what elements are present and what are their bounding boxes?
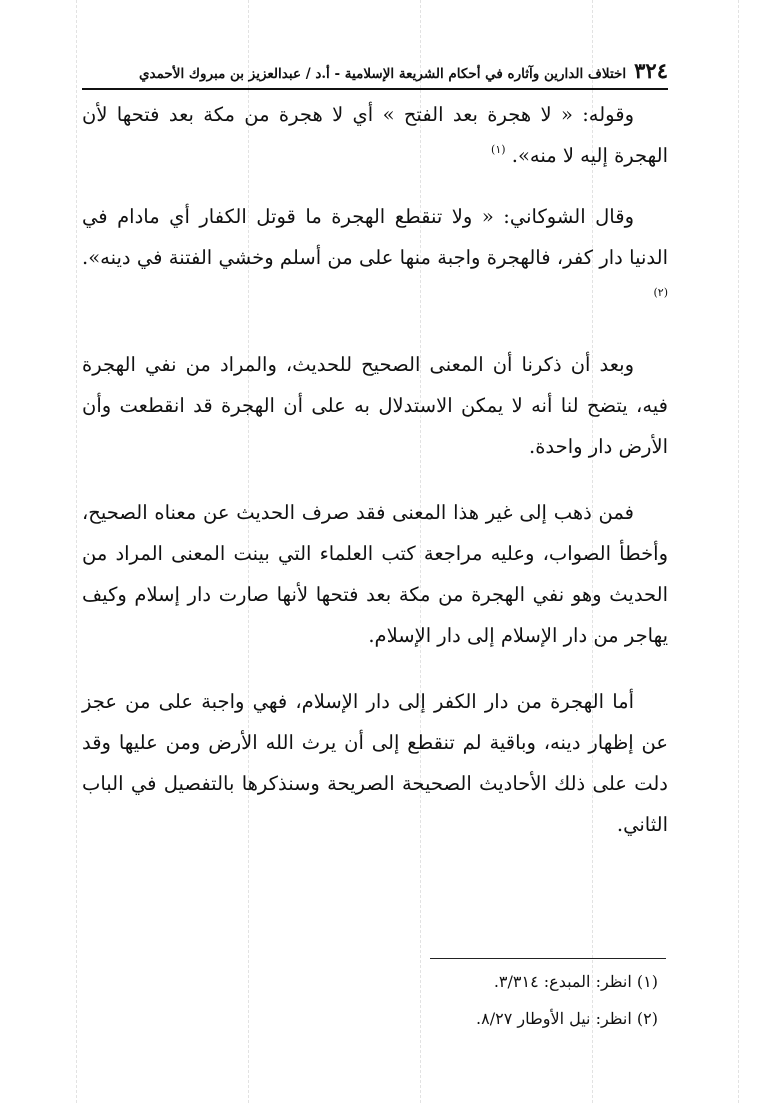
footnote: (١) انظر: المبدع: ٣/٣١٤.: [493, 972, 658, 991]
paragraph: [82, 492, 668, 656]
paragraph-text: وبعد أن ذكرنا أن المعنى الصحيح للحديث، والمراد من نفي الهجرة فيه، يتضح لنا أنه لا يمكن الاستدلال به على أن الهجرة قد انقطعت وأن الأرض دار واحدة.: [82, 353, 668, 458]
paragraph-text: فمن ذهب إلى غير هذا المعنى فقد صرف الحديث عن معناه الصحيح، وأخطأ الصواب، وعليه مراجعة كتب العلماء التي بينت المعنى المراد من الحديث وهو نفي الهجرة من مكة بعد فتحها لأنها صارت دار إسلام وكيف يهاجر من دار الإسلام إلى دار الإسلام.: [82, 501, 668, 647]
running-header: [82, 58, 668, 90]
footnote: (٢) انظر: نيل الأوطار ٨/٢٧.: [476, 1009, 658, 1028]
guide-line: [76, 0, 77, 1103]
footnotes: [90, 963, 666, 1037]
paragraph-text: وقال الشوكاني: « ولا تنقطع الهجرة ما قوتل الكفار أي مادام في الدنيا دار كفر، فالهجرة واجبة منها على من أسلم وخشي الفتنة في دينه».: [82, 205, 668, 269]
guide-line: [738, 0, 739, 1103]
body-text: [82, 94, 668, 845]
paragraph: [82, 681, 668, 845]
page-number: ٣٢٤: [634, 58, 668, 83]
document-page: [82, 58, 668, 870]
header-title: اختلاف الدارين وآثاره في أحكام الشريعة الإسلامية - أ.د / عبدالعزيز بن مبروك الأحمدي: [138, 66, 627, 82]
paragraph: [82, 344, 668, 467]
paragraph-text: أما الهجرة من دار الكفر إلى دار الإسلام، فهي واجبة على من عجز عن إظهار دينه، وباقية لم تنقطع إلى أن يرث الله الأرض ومن عليها وقد دلت على ذلك الأحاديث الصحيحة الصريحة وسنذكرها بالتفصيل في الباب الثاني.: [82, 690, 668, 836]
footnote-separator: [430, 958, 666, 959]
paragraph: [82, 196, 668, 319]
paragraph: [82, 94, 668, 176]
footnote-ref: (١): [491, 143, 506, 156]
footnote-ref: (٢): [653, 286, 668, 299]
paragraph-text: وقوله: « لا هجرة بعد الفتح » أي لا هجرة من مكة بعد فتحها لأن الهجرة إليه لا منه».: [82, 103, 668, 167]
